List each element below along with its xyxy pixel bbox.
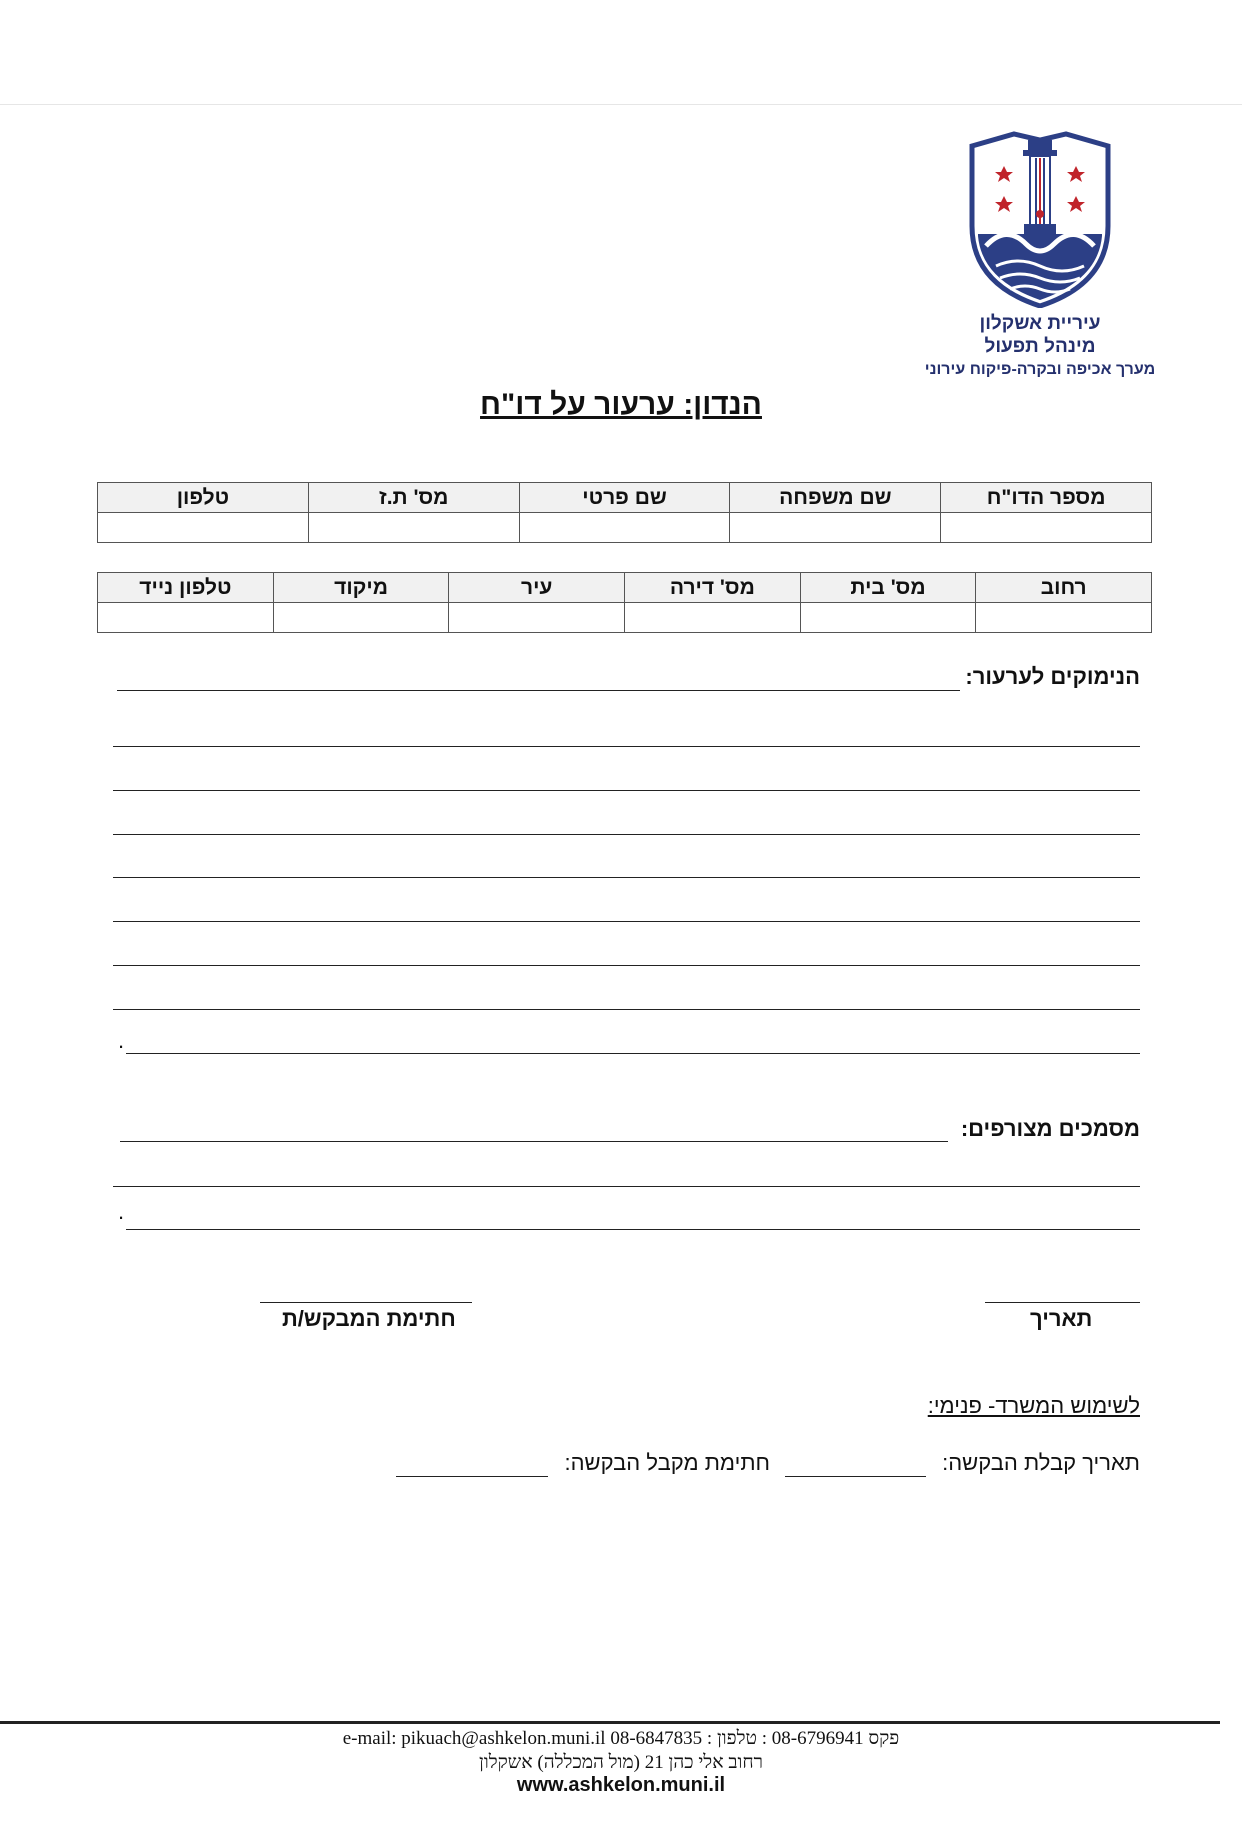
documents-line[interactable] <box>126 1229 1140 1230</box>
line-end-mark: . <box>118 1028 125 1053</box>
office-use-title: לשימוש המשרד- פנימי: <box>927 1393 1140 1418</box>
col-report-number: מספר הדו"ח <box>941 483 1152 513</box>
reasons-line[interactable] <box>113 965 1140 966</box>
col-phone: טלפון <box>98 483 309 513</box>
apartment-number-field[interactable] <box>625 603 801 633</box>
city-field[interactable] <box>449 603 625 633</box>
reasons-line[interactable] <box>113 834 1140 835</box>
col-first-name: שם פרטי <box>519 483 730 513</box>
table-header-row <box>98 573 1152 603</box>
ashkelon-crest-icon <box>966 126 1114 308</box>
header-divider <box>0 104 1242 105</box>
id-number-field[interactable] <box>308 513 519 543</box>
last-name-field[interactable] <box>730 513 941 543</box>
footer-address: רחוב אלי כהן 21 (מול המכללה) אשקלון <box>479 1752 763 1773</box>
reasons-line[interactable] <box>113 1009 1140 1010</box>
personal-details-table <box>97 482 1152 543</box>
reasons-line[interactable] <box>113 877 1140 878</box>
signer-signature-label: חתימת המבקש/ת <box>282 1306 456 1331</box>
address-table <box>97 572 1152 633</box>
reasons-line[interactable] <box>113 921 1140 922</box>
signature-line[interactable] <box>260 1302 472 1303</box>
col-house-number: מס' בית <box>800 573 976 603</box>
col-apartment-number: מס' דירה <box>625 573 801 603</box>
reasons-label: הנימוקים לערעור: <box>965 664 1140 689</box>
house-number-field[interactable] <box>800 603 976 633</box>
mobile-field[interactable] <box>98 603 274 633</box>
received-date-line[interactable] <box>785 1476 926 1477</box>
zip-field[interactable] <box>273 603 449 633</box>
first-name-field[interactable] <box>519 513 730 543</box>
unit-name: מערך אכיפה ובקרה-פיקוח עירוני <box>924 361 1156 378</box>
documents-line[interactable] <box>120 1141 948 1142</box>
col-id-number: מס' ת.ז <box>308 483 519 513</box>
department-name: מינהל תפעול <box>984 336 1096 357</box>
municipality-header <box>900 126 1180 381</box>
reasons-line[interactable] <box>113 746 1140 747</box>
org-name: עיריית אשקלון <box>979 313 1101 334</box>
col-mobile: טלפון נייד <box>98 573 274 603</box>
documents-line[interactable] <box>113 1186 1140 1187</box>
footer-contact: e-mail: pikuach@ashkelon.muni.il 08-6847835 : פקס 08-6796941 : טלפון <box>342 1728 900 1749</box>
table-header-row <box>98 483 1152 513</box>
reasons-line[interactable] <box>113 790 1140 791</box>
street-field[interactable] <box>976 603 1152 633</box>
col-last-name: שם משפחה <box>730 483 941 513</box>
table-row <box>98 603 1152 633</box>
page-title: הנדון: ערעור על דו"ח <box>480 388 762 421</box>
col-street: רחוב <box>976 573 1152 603</box>
col-zip: מיקוד <box>273 573 449 603</box>
date-label: תאריך <box>1030 1306 1093 1331</box>
table-row <box>98 513 1152 543</box>
documents-label: מסמכים מצורפים: <box>960 1116 1140 1141</box>
reasons-line[interactable] <box>117 690 960 691</box>
reasons-line[interactable] <box>126 1053 1140 1054</box>
received-date-label: תאריך קבלת הבקשה: <box>942 1450 1140 1475</box>
col-city: עיר <box>449 573 625 603</box>
report-number-field[interactable] <box>941 513 1152 543</box>
line-end-mark: . <box>118 1199 125 1224</box>
footer-website: www.ashkelon.muni.il <box>516 1774 726 1796</box>
receiver-signature-line[interactable] <box>396 1476 548 1477</box>
footer-divider <box>0 1721 1220 1724</box>
date-line[interactable] <box>985 1302 1140 1303</box>
receiver-signature-label: חתימת מקבל הבקשה: <box>564 1450 770 1475</box>
phone-field[interactable] <box>98 513 309 543</box>
